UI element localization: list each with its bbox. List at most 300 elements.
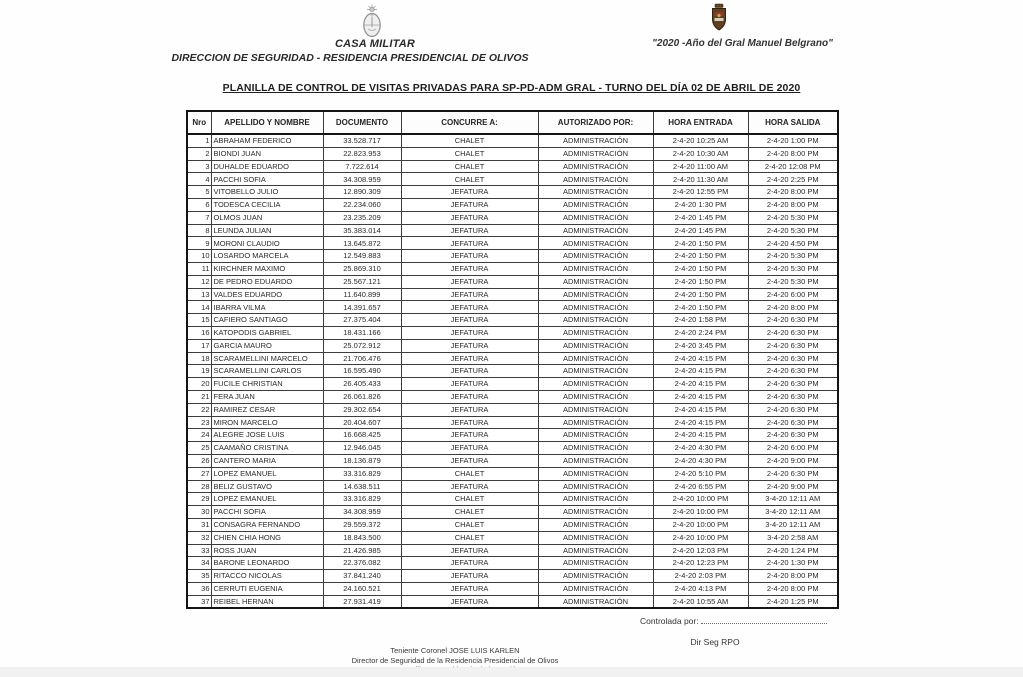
visitor-name: RITACCO NICOLAS <box>211 570 323 583</box>
authorized-by: ADMINISTRACIÓN <box>538 314 653 327</box>
exit-time: 2-4-20 6:30 PM <box>748 365 838 378</box>
visitor-name: LOPEZ EMANUEL <box>211 467 323 480</box>
row-number: 37 <box>187 595 211 608</box>
table-row <box>187 262 838 275</box>
visitor-name: BARONE LEONARDO <box>211 557 323 570</box>
column-header-7: HORA SALIDA <box>748 111 838 134</box>
authorized-by: ADMINISTRACIÓN <box>538 390 653 403</box>
visitor-name: PACCHI SOFIA <box>211 506 323 519</box>
authorized-by: ADMINISTRACIÓN <box>538 467 653 480</box>
entry-time: 2-4-20 1:50 PM <box>653 237 748 250</box>
authorized-by: ADMINISTRACIÓN <box>538 288 653 301</box>
entry-time: 2-4-20 2:24 PM <box>653 326 748 339</box>
exit-time: 2-4-20 9:00 PM <box>748 480 838 493</box>
visitor-name: CAFIERO SANTIAGO <box>211 314 323 327</box>
visitor-name: SCARAMELLINI MARCELO <box>211 352 323 365</box>
row-number: 27 <box>187 467 211 480</box>
document-number: 16.595.490 <box>323 365 401 378</box>
exit-time: 2-4-20 2:25 PM <box>748 173 838 186</box>
table-row <box>187 493 838 506</box>
entry-time: 2-4-20 4:30 PM <box>653 454 748 467</box>
visitor-name: DUHALDE EDUARDO <box>211 160 323 173</box>
authorized-by: ADMINISTRACIÓN <box>538 326 653 339</box>
exit-time: 2-4-20 1:30 PM <box>748 557 838 570</box>
visitor-name: CANTERO MARIA <box>211 454 323 467</box>
visitor-name: IBARRA VILMA <box>211 301 323 314</box>
destination: JEFATURA <box>401 250 538 263</box>
document-number: 7.722.614 <box>323 160 401 173</box>
table-row <box>187 250 838 263</box>
row-number: 7 <box>187 211 211 224</box>
row-number: 9 <box>187 237 211 250</box>
visitor-table <box>186 110 839 609</box>
document-number: 33.528.717 <box>323 134 401 147</box>
authorized-by: ADMINISTRACIÓN <box>538 365 653 378</box>
table-row <box>187 237 838 250</box>
document-number: 29.559.372 <box>323 518 401 531</box>
exit-time: 2-4-20 6:30 PM <box>748 429 838 442</box>
destination: CHALET <box>401 518 538 531</box>
document-number: 12.946.045 <box>323 442 401 455</box>
destination: JEFATURA <box>401 454 538 467</box>
destination: JEFATURA <box>401 275 538 288</box>
destination: JEFATURA <box>401 365 538 378</box>
document-number: 21.426.985 <box>323 544 401 557</box>
org-title: CASA MILITAR <box>334 38 415 50</box>
row-number: 4 <box>187 173 211 186</box>
authorized-by: ADMINISTRACIÓN <box>538 595 653 608</box>
document-number: 11.640.899 <box>323 288 401 301</box>
row-number: 3 <box>187 160 211 173</box>
authorized-by: ADMINISTRACIÓN <box>538 403 653 416</box>
visitor-name: FERA JUAN <box>211 390 323 403</box>
column-header-6: HORA ENTRADA <box>653 111 748 134</box>
destination: JEFATURA <box>401 314 538 327</box>
authorized-by: ADMINISTRACIÓN <box>538 544 653 557</box>
row-number: 17 <box>187 339 211 352</box>
document-number: 33.316.829 <box>323 467 401 480</box>
entry-time: 2-4-20 4:15 PM <box>653 390 748 403</box>
document-number: 25.072.912 <box>323 339 401 352</box>
column-header-2: APELLIDO Y NOMBRE <box>211 111 323 134</box>
entry-time: 2-4-20 10:00 PM <box>653 518 748 531</box>
destination: CHALET <box>401 134 538 147</box>
entry-time: 2-4-20 4:15 PM <box>653 416 748 429</box>
entry-time: 2-4-20 4:15 PM <box>653 429 748 442</box>
visitor-name: FUCILE CHRISTIAN <box>211 378 323 391</box>
authorized-by: ADMINISTRACIÓN <box>538 557 653 570</box>
entry-time: 2-4-20 1:50 PM <box>653 275 748 288</box>
table-row <box>187 467 838 480</box>
entry-time: 2-4-20 1:45 PM <box>653 224 748 237</box>
destination: CHALET <box>401 493 538 506</box>
row-number: 30 <box>187 506 211 519</box>
destination: CHALET <box>401 531 538 544</box>
document-number: 25.567.121 <box>323 275 401 288</box>
row-number: 24 <box>187 429 211 442</box>
row-number: 15 <box>187 314 211 327</box>
row-number: 29 <box>187 493 211 506</box>
row-number: 33 <box>187 544 211 557</box>
table-row <box>187 160 838 173</box>
entry-time: 2-4-20 4:15 PM <box>653 365 748 378</box>
casa-militar-crest-icon <box>708 3 730 34</box>
authorized-by: ADMINISTRACIÓN <box>538 237 653 250</box>
document-number: 21.706.476 <box>323 352 401 365</box>
authorized-by: ADMINISTRACIÓN <box>538 250 653 263</box>
authorized-by: ADMINISTRACIÓN <box>538 518 653 531</box>
exit-time: 2-4-20 9:00 PM <box>748 454 838 467</box>
entry-time: 2-4-20 12:03 PM <box>653 544 748 557</box>
entry-time: 2-4-20 10:00 PM <box>653 531 748 544</box>
column-header-1: Nro <box>187 111 211 134</box>
column-header-4: CONCURRE A: <box>401 111 538 134</box>
authorized-by: ADMINISTRACIÓN <box>538 378 653 391</box>
entry-time: 2-4-20 1:50 PM <box>653 250 748 263</box>
exit-time: 2-4-20 5:30 PM <box>748 211 838 224</box>
destination: JEFATURA <box>401 416 538 429</box>
row-number: 19 <box>187 365 211 378</box>
controlled-by-label: Controlada por: <box>640 616 699 626</box>
table-row <box>187 378 838 391</box>
visitor-name: REIBEL HERNAN <box>211 595 323 608</box>
exit-time: 3-4-20 12:11 AM <box>748 518 838 531</box>
document-number: 18.136.879 <box>323 454 401 467</box>
authorized-by: ADMINISTRACIÓN <box>538 224 653 237</box>
exit-time: 2-4-20 8:00 PM <box>748 198 838 211</box>
visitor-name: RAMIREZ CESAR <box>211 403 323 416</box>
exit-time: 2-4-20 6:30 PM <box>748 378 838 391</box>
row-number: 8 <box>187 224 211 237</box>
org-subtitle: DIRECCION DE SEGURIDAD - RESIDENCIA PRESIDENCIAL DE OLIVOS <box>171 52 529 64</box>
document-number: 29.302.654 <box>323 403 401 416</box>
visitor-name: PACCHI SOFIA <box>211 173 323 186</box>
authorized-by: ADMINISTRACIÓN <box>538 262 653 275</box>
document-number: 12.549.883 <box>323 250 401 263</box>
entry-time: 2-4-20 4:30 PM <box>653 442 748 455</box>
table-row <box>187 301 838 314</box>
authorized-by: ADMINISTRACIÓN <box>538 454 653 467</box>
column-header-5: AUTORIZADO POR: <box>538 111 653 134</box>
document-number: 22.234.060 <box>323 198 401 211</box>
entry-time: 2-4-20 1:50 PM <box>653 288 748 301</box>
exit-time: 2-4-20 6:30 PM <box>748 326 838 339</box>
table-row <box>187 506 838 519</box>
destination: CHALET <box>401 467 538 480</box>
document-title: PLANILLA DE CONTROL DE VISITAS PRIVADAS PARA SP-PD-ADM GRAL - TURNO DEL DÍA 02 DE ABRIL DE 2020 <box>222 82 801 94</box>
row-number: 13 <box>187 288 211 301</box>
visitor-name: BELIZ GUSTAVO <box>211 480 323 493</box>
destination: CHALET <box>401 506 538 519</box>
table-header-row <box>187 111 838 134</box>
exit-time: 2-4-20 6:30 PM <box>748 314 838 327</box>
row-number: 23 <box>187 416 211 429</box>
authorized-by: ADMINISTRACIÓN <box>538 531 653 544</box>
visitor-name: GARCIA MAURO <box>211 339 323 352</box>
destination: JEFATURA <box>401 544 538 557</box>
document-number: 37.841.240 <box>323 570 401 583</box>
entry-time: 2-4-20 10:25 AM <box>653 134 748 147</box>
exit-time: 2-4-20 8:00 PM <box>748 147 838 160</box>
column-header-3: DOCUMENTO <box>323 111 401 134</box>
authorized-by: ADMINISTRACIÓN <box>538 493 653 506</box>
row-number: 6 <box>187 198 211 211</box>
document-number: 13.645.872 <box>323 237 401 250</box>
table-row <box>187 480 838 493</box>
visitor-name: CONSAGRA FERNANDO <box>211 518 323 531</box>
entry-time: 2-4-20 4:15 PM <box>653 403 748 416</box>
authorized-by: ADMINISTRACIÓN <box>538 570 653 583</box>
destination: JEFATURA <box>401 301 538 314</box>
exit-time: 2-4-20 5:30 PM <box>748 262 838 275</box>
exit-time: 2-4-20 6:30 PM <box>748 390 838 403</box>
authorized-by: ADMINISTRACIÓN <box>538 429 653 442</box>
row-number: 16 <box>187 326 211 339</box>
row-number: 5 <box>187 186 211 199</box>
destination: JEFATURA <box>401 390 538 403</box>
row-number: 36 <box>187 582 211 595</box>
entry-time: 2-4-20 10:30 AM <box>653 147 748 160</box>
row-number: 21 <box>187 390 211 403</box>
visitor-name: ALEGRE JOSE LUIS <box>211 429 323 442</box>
table-row <box>187 518 838 531</box>
destination: JEFATURA <box>401 403 538 416</box>
destination: JEFATURA <box>401 582 538 595</box>
visitor-name: KIRCHNER MAXIMO <box>211 262 323 275</box>
authorized-by: ADMINISTRACIÓN <box>538 416 653 429</box>
entry-time: 2-4-20 10:00 PM <box>653 493 748 506</box>
document-number: 34.308.959 <box>323 506 401 519</box>
exit-time: 2-4-20 1:00 PM <box>748 134 838 147</box>
visitor-name: VITOBELLO JULIO <box>211 186 323 199</box>
destination: JEFATURA <box>401 429 538 442</box>
destination: JEFATURA <box>401 186 538 199</box>
destination: JEFATURA <box>401 288 538 301</box>
row-number: 20 <box>187 378 211 391</box>
document-number: 24.160.521 <box>323 582 401 595</box>
table-row <box>187 275 838 288</box>
destination: JEFATURA <box>401 198 538 211</box>
exit-time: 3-4-20 2:58 AM <box>748 531 838 544</box>
row-number: 11 <box>187 262 211 275</box>
entry-time: 2-4-20 1:30 PM <box>653 198 748 211</box>
table-row <box>187 595 838 608</box>
document-number: 26.405.433 <box>323 378 401 391</box>
visitor-name: VALDES EDUARDO <box>211 288 323 301</box>
table-row <box>187 147 838 160</box>
destination: JEFATURA <box>401 224 538 237</box>
table-row <box>187 198 838 211</box>
destination: JEFATURA <box>401 442 538 455</box>
table-row <box>187 416 838 429</box>
visitor-table-container <box>186 110 839 609</box>
exit-time: 2-4-20 5:30 PM <box>748 250 838 263</box>
row-number: 25 <box>187 442 211 455</box>
exit-time: 2-4-20 6:30 PM <box>748 352 838 365</box>
exit-time: 2-4-20 4:50 PM <box>748 237 838 250</box>
destination: JEFATURA <box>401 211 538 224</box>
row-number: 1 <box>187 134 211 147</box>
authorized-by: ADMINISTRACIÓN <box>538 198 653 211</box>
table-row <box>187 134 838 147</box>
table-row <box>187 211 838 224</box>
authorized-by: ADMINISTRACIÓN <box>538 506 653 519</box>
entry-time: 2-4-20 1:50 PM <box>653 262 748 275</box>
row-number: 35 <box>187 570 211 583</box>
table-row <box>187 390 838 403</box>
authorized-by: ADMINISTRACIÓN <box>538 352 653 365</box>
visitor-name: SCARAMELLINI CARLOS <box>211 365 323 378</box>
document-number: 25.869.310 <box>323 262 401 275</box>
document-number: 34.308.959 <box>323 173 401 186</box>
document-number: 14.391.657 <box>323 301 401 314</box>
signature-dotted-line <box>701 616 827 624</box>
exit-time: 3-4-20 12:11 AM <box>748 493 838 506</box>
table-row <box>187 582 838 595</box>
row-number: 31 <box>187 518 211 531</box>
row-number: 32 <box>187 531 211 544</box>
destination: CHALET <box>401 173 538 186</box>
document-number: 27.375.404 <box>323 314 401 327</box>
row-number: 18 <box>187 352 211 365</box>
authorized-by: ADMINISTRACIÓN <box>538 301 653 314</box>
table-row <box>187 186 838 199</box>
authorized-by: ADMINISTRACIÓN <box>538 442 653 455</box>
row-number: 34 <box>187 557 211 570</box>
entry-time: 2-4-20 12:23 PM <box>653 557 748 570</box>
table-row <box>187 314 838 327</box>
exit-time: 2-4-20 12:08 PM <box>748 160 838 173</box>
document-number: 12.890.309 <box>323 186 401 199</box>
visitor-name: BIONDI JUAN <box>211 147 323 160</box>
document-number: 14.638.511 <box>323 480 401 493</box>
entry-time: 2-4-20 10:55 AM <box>653 595 748 608</box>
year-motto: "2020 -Año del Gral Manuel Belgrano" <box>652 38 833 49</box>
destination: JEFATURA <box>401 262 538 275</box>
destination: JEFATURA <box>401 339 538 352</box>
visitor-name: ROSS JUAN <box>211 544 323 557</box>
row-number: 22 <box>187 403 211 416</box>
visitor-name: MORONI CLAUDIO <box>211 237 323 250</box>
table-row <box>187 173 838 186</box>
row-number: 28 <box>187 480 211 493</box>
visitor-name: TODESCA CECILIA <box>211 198 323 211</box>
scan-edge-artifact <box>0 667 1023 677</box>
authorized-by: ADMINISTRACIÓN <box>538 480 653 493</box>
destination: JEFATURA <box>401 557 538 570</box>
document-number: 20.404.607 <box>323 416 401 429</box>
entry-time: 2-4-20 1:50 PM <box>653 301 748 314</box>
exit-time: 2-4-20 8:00 PM <box>748 570 838 583</box>
entry-time: 2-4-20 1:45 PM <box>653 211 748 224</box>
exit-time: 2-4-20 1:24 PM <box>748 544 838 557</box>
entry-time: 2-4-20 6:55 PM <box>653 480 748 493</box>
row-number: 14 <box>187 301 211 314</box>
visitor-name: CAAMAÑO CRISTINA <box>211 442 323 455</box>
table-row <box>187 531 838 544</box>
table-row <box>187 403 838 416</box>
exit-time: 2-4-20 8:00 PM <box>748 301 838 314</box>
visitor-name: KATOPODIS GABRIEL <box>211 326 323 339</box>
destination: JEFATURA <box>401 595 538 608</box>
visitor-name: ABRAHAM FEDERICO <box>211 134 323 147</box>
document-number: 22.823.953 <box>323 147 401 160</box>
destination: JEFATURA <box>401 326 538 339</box>
entry-time: 2-4-20 4:13 PM <box>653 582 748 595</box>
controlled-by-line <box>640 616 827 626</box>
table-row <box>187 454 838 467</box>
table-row <box>187 442 838 455</box>
exit-time: 2-4-20 6:30 PM <box>748 403 838 416</box>
entry-time: 2-4-20 12:55 PM <box>653 186 748 199</box>
exit-time: 2-4-20 5:30 PM <box>748 275 838 288</box>
table-row <box>187 429 838 442</box>
visitor-name: CERRUTI EUGENIA <box>211 582 323 595</box>
table-row <box>187 365 838 378</box>
authorized-by: ADMINISTRACIÓN <box>538 147 653 160</box>
destination: JEFATURA <box>401 237 538 250</box>
entry-time: 2-4-20 2:03 PM <box>653 570 748 583</box>
entry-time: 2-4-20 3:45 PM <box>653 339 748 352</box>
visitor-name: MIRON MARCELO <box>211 416 323 429</box>
exit-time: 2-4-20 8:00 PM <box>748 582 838 595</box>
table-row <box>187 352 838 365</box>
table-row <box>187 339 838 352</box>
destination: CHALET <box>401 147 538 160</box>
authorized-by: ADMINISTRACIÓN <box>538 211 653 224</box>
document-number: 23.235.209 <box>323 211 401 224</box>
authorized-by: ADMINISTRACIÓN <box>538 339 653 352</box>
exit-time: 2-4-20 6:30 PM <box>748 339 838 352</box>
exit-time: 2-4-20 1:25 PM <box>748 595 838 608</box>
destination: CHALET <box>401 160 538 173</box>
document-number: 33.316.829 <box>323 493 401 506</box>
authorized-by: ADMINISTRACIÓN <box>538 134 653 147</box>
document-number: 22.376.082 <box>323 557 401 570</box>
authorized-by: ADMINISTRACIÓN <box>538 275 653 288</box>
authorized-by: ADMINISTRACIÓN <box>538 582 653 595</box>
row-number: 26 <box>187 454 211 467</box>
destination: JEFATURA <box>401 378 538 391</box>
visitor-table-body <box>187 134 838 608</box>
exit-time: 2-4-20 8:00 PM <box>748 186 838 199</box>
entry-time: 2-4-20 11:30 AM <box>653 173 748 186</box>
controller-title: Dir Seg RPO <box>690 637 740 647</box>
entry-time: 2-4-20 11:00 AM <box>653 160 748 173</box>
exit-time: 2-4-20 6:00 PM <box>748 442 838 455</box>
visitor-name: LEUNDA JULIAN <box>211 224 323 237</box>
visitor-name: LOPEZ EMANUEL <box>211 493 323 506</box>
destination: JEFATURA <box>401 352 538 365</box>
table-row <box>187 557 838 570</box>
row-number: 12 <box>187 275 211 288</box>
table-row <box>187 570 838 583</box>
row-number: 10 <box>187 250 211 263</box>
authorized-by: ADMINISTRACIÓN <box>538 173 653 186</box>
exit-time: 2-4-20 6:30 PM <box>748 467 838 480</box>
document-number: 27.931.419 <box>323 595 401 608</box>
authorized-by: ADMINISTRACIÓN <box>538 186 653 199</box>
destination: JEFATURA <box>401 480 538 493</box>
exit-time: 2-4-20 6:30 PM <box>748 416 838 429</box>
table-row <box>187 288 838 301</box>
exit-time: 2-4-20 6:00 PM <box>748 288 838 301</box>
entry-time: 2-4-20 4:15 PM <box>653 378 748 391</box>
table-row <box>187 544 838 557</box>
entry-time: 2-4-20 1:58 PM <box>653 314 748 327</box>
table-row <box>187 326 838 339</box>
table-row <box>187 224 838 237</box>
